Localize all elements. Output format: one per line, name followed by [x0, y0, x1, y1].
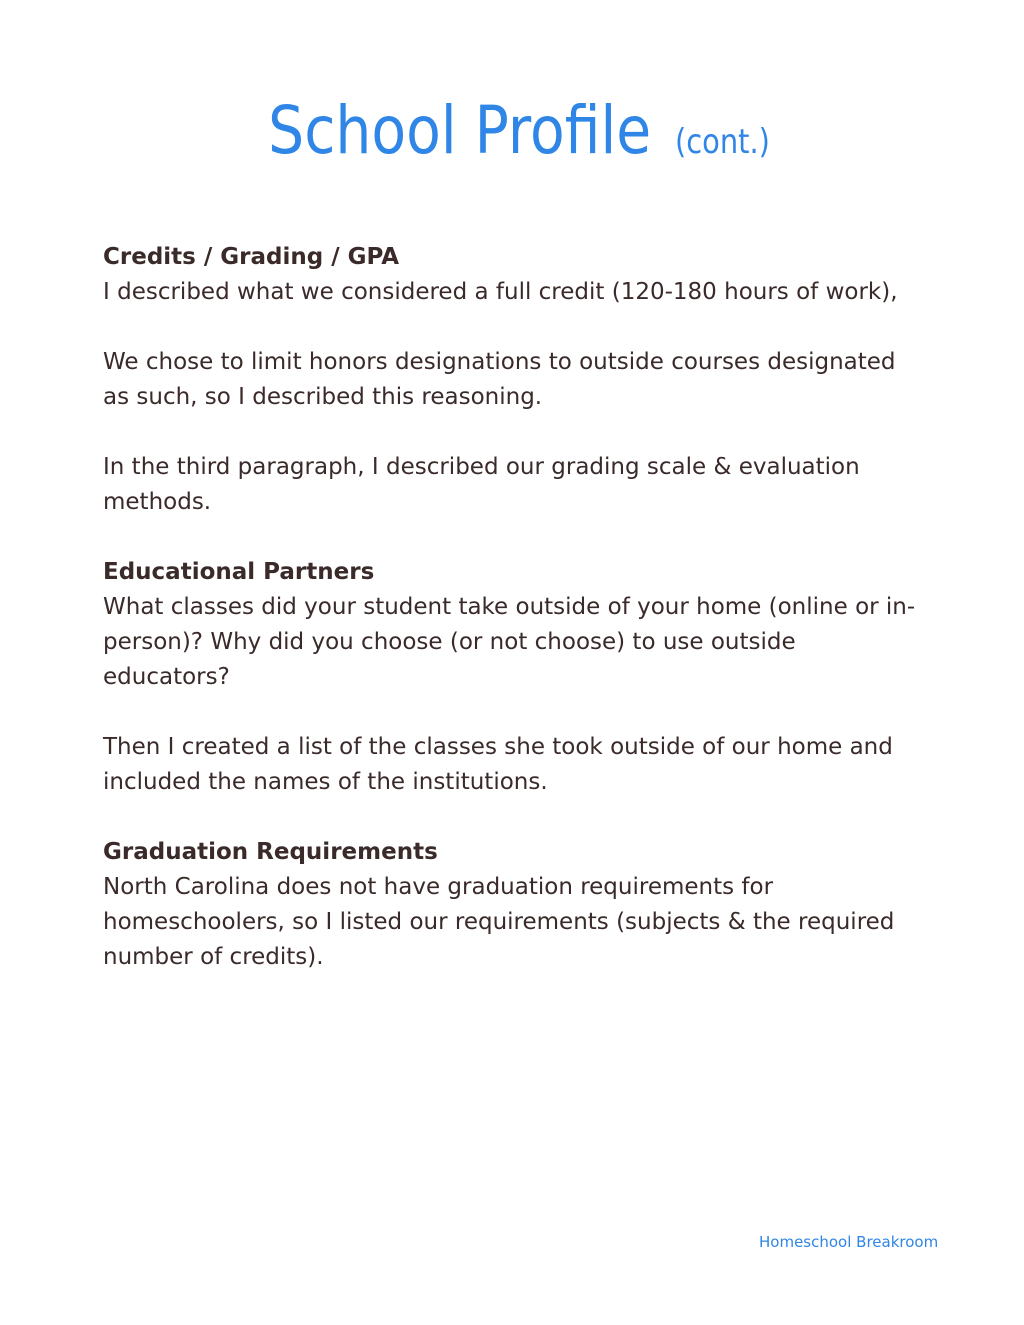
page-title-main: School Profile: [268, 92, 652, 169]
page-title-suffix: (cont.): [675, 122, 771, 162]
paragraph: I described what we considered a full credit (120-180 hours of work),: [103, 279, 898, 305]
footer-brand: Homeschool Breakroom: [759, 1233, 939, 1251]
paragraph: North Carolina does not have graduation requirements for homeschoolers, so I listed our requirements (subjects & the required number of credits).: [103, 874, 895, 970]
section-heading: Graduation Requirements: [103, 839, 438, 865]
section-credits-grading-gpa: [103, 240, 923, 520]
paragraph: We chose to limit honors designations to outside courses designated as such, so I described this reasoning.: [103, 349, 896, 410]
section-graduation-requirements: [103, 835, 923, 975]
page-title: [0, 92, 1024, 169]
paragraph: Then I created a list of the classes she took outside of our home and included the names of the institutions.: [103, 734, 893, 795]
paragraph: What classes did your student take outside of your home (online or in-person)? Why did you choose (or not choose) to use outside educators?: [103, 594, 916, 690]
section-educational-partners: [103, 555, 923, 800]
document-body: [103, 240, 923, 975]
section-heading: Educational Partners: [103, 559, 375, 585]
paragraph: In the third paragraph, I described our grading scale & evaluation methods.: [103, 454, 860, 515]
section-heading: Credits / Grading / GPA: [103, 244, 400, 270]
